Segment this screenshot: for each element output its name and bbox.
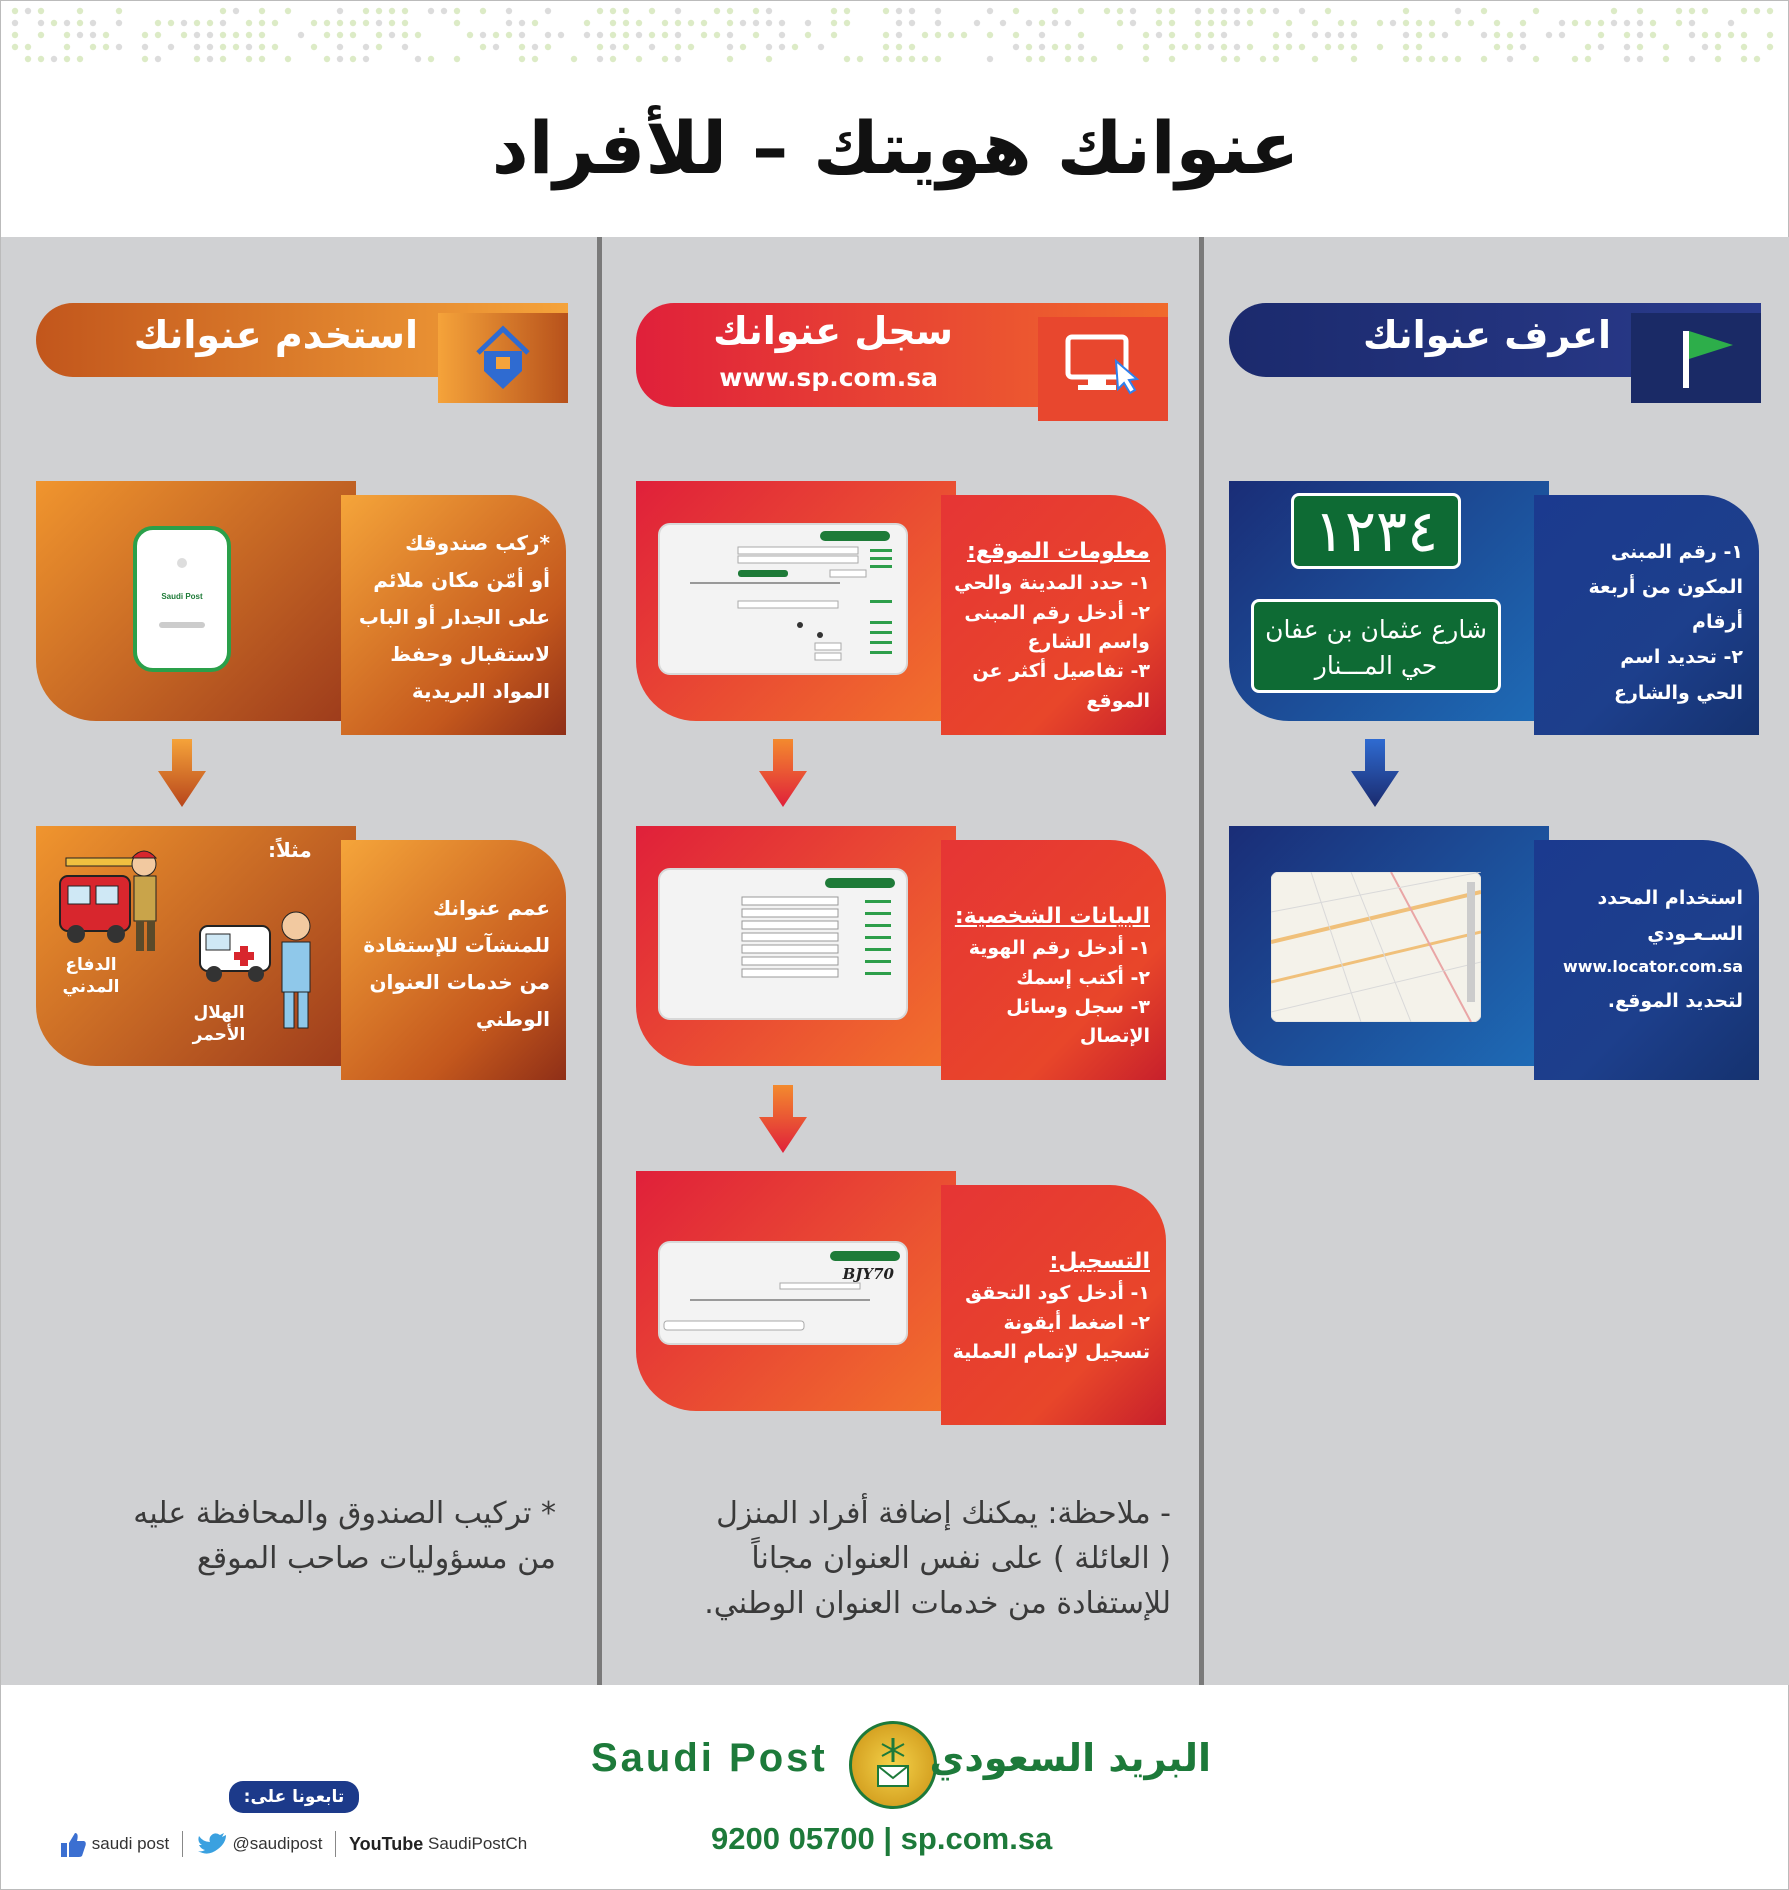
text-line: المكون من أربعة <box>1588 576 1743 599</box>
mailbox-label: Saudi Post <box>161 592 203 601</box>
street-sign-district: حي المـــنار <box>1314 651 1438 680</box>
down-arrow-icon <box>759 739 807 807</box>
civil-defense-label: الدفاع المدني <box>62 955 120 998</box>
card-heading: معلومات الموقع: <box>966 539 1150 564</box>
text-line: أرقام <box>1692 611 1743 634</box>
tab-use-address <box>36 303 568 377</box>
text-line: ١- رقم المبنى <box>1610 541 1743 563</box>
column-divider <box>1199 237 1204 1685</box>
card-text <box>350 890 550 1038</box>
form-screenshot <box>658 523 908 675</box>
youtube-logo-icon[interactable] <box>349 1833 423 1855</box>
mailbox-slot <box>159 622 205 628</box>
card-text <box>1543 535 1743 711</box>
card-back <box>1229 481 1549 721</box>
text-line: ٢- تحديد اسم <box>1620 646 1743 669</box>
card-heading: التسجيل: <box>1049 1249 1150 1274</box>
tab-know-address <box>1229 303 1761 377</box>
text-line: ٣- سجل وسائل الإتصال <box>1006 995 1150 1048</box>
text-line: أو أمّن مكان ملائم <box>373 568 550 592</box>
card-front <box>941 840 1166 1080</box>
text-line: ٢- اضغط أيقونة تسجيل لإتمام العملية <box>952 1311 1150 1363</box>
page-title: عنوانك هويتك – للأفراد <box>491 106 1300 190</box>
note-line: من مسؤوليات صاحب الموقع <box>196 1541 556 1576</box>
tab-label: سجل عنوانك <box>713 309 953 353</box>
card-front <box>341 495 566 735</box>
brand-name-en: Saudi Post <box>591 1736 828 1780</box>
facebook-like-icon[interactable] <box>57 1833 92 1852</box>
text-line: ٢- أكتب إسمك <box>1016 966 1150 989</box>
text-line: على الجدار أو الباب <box>358 605 550 629</box>
down-arrow-icon <box>158 739 206 807</box>
note-line: - ملاحظة: يمكنك إضافة أفراد المنزل <box>716 1496 1171 1531</box>
red-crescent-label: الهلال الأحمر <box>192 1003 246 1046</box>
tab-register-address <box>636 303 1168 407</box>
tab-label: استخدم عنوانك <box>133 313 418 357</box>
youtube-logo-text: YouTube <box>348 1833 424 1854</box>
note-line: * تركيب الصندوق والمحافظة عليه <box>133 1496 556 1531</box>
form-screenshot <box>658 868 908 1020</box>
text-line: استخدام المحدد <box>1597 887 1743 909</box>
card-front <box>1534 840 1759 1080</box>
text-line: الوطني <box>475 1007 550 1031</box>
register-card-personal-info <box>636 826 1166 1066</box>
tab-icon-box <box>1631 313 1761 403</box>
captcha-image: BJY70 <box>842 1265 894 1283</box>
card-text <box>950 535 1150 716</box>
card-text <box>950 900 1150 1052</box>
know-card-building-number <box>1229 481 1759 721</box>
mailbox-illustration <box>133 526 231 672</box>
card-heading: البيانات الشخصية: <box>954 904 1150 929</box>
use-card-mailbox <box>36 481 566 721</box>
separator <box>182 1831 183 1857</box>
card-front <box>341 840 566 1080</box>
card-text <box>350 525 550 710</box>
saudi-post-brand <box>591 1721 1211 1811</box>
flag-icon <box>1631 313 1761 403</box>
text-line: لاستقبال وحفظ <box>390 642 550 666</box>
tab-icon-box <box>438 313 568 403</box>
example-label: مثلاً: <box>268 838 312 862</box>
card-back <box>36 481 356 721</box>
card-back <box>36 826 356 1066</box>
text-line: السـعـودي <box>1647 923 1743 946</box>
twitter-bird-icon[interactable] <box>196 1833 233 1852</box>
youtube-handle[interactable]: SaudiPostCh <box>428 1834 528 1853</box>
card-front <box>1534 495 1759 735</box>
card-text <box>1543 880 1743 1019</box>
note-line: ( العائلة ) على نفس العنوان مجاناً <box>751 1541 1171 1576</box>
register-card-submit <box>636 1171 1166 1411</box>
form-screenshot <box>658 1241 908 1345</box>
map-screenshot <box>1271 872 1481 1022</box>
computer-click-icon <box>1038 317 1168 407</box>
register-note <box>621 1491 1171 1626</box>
note-line: للإستفادة من خدمات العنوان الوطني. <box>704 1586 1171 1621</box>
saudi-post-logo-icon <box>849 1721 937 1809</box>
twitter-handle[interactable]: @saudipost <box>232 1834 323 1853</box>
dotted-header-pattern <box>1 1 1789 71</box>
register-card-location-info <box>636 481 1166 721</box>
mailbox-lock <box>177 558 187 568</box>
locator-url: www.locator.com.sa <box>1562 957 1743 977</box>
text-line: ١- أدخل رقم الهوية <box>968 937 1150 960</box>
card-back <box>636 1171 956 1411</box>
text-line: من خدمات العنوان <box>369 970 550 994</box>
tab-website: www.sp.com.sa <box>719 363 938 392</box>
use-card-share <box>36 826 566 1066</box>
text-line: ١- حدد المدينة والحي <box>954 572 1150 595</box>
text-line: عمم عنوانك <box>432 896 550 920</box>
text-line: ١- أدخل كود التحقق <box>965 1282 1150 1305</box>
know-card-locator <box>1229 826 1759 1066</box>
street-sign-street: شارع عثمان بن عفان <box>1265 615 1487 644</box>
tab-label: اعرف عنوانك <box>1363 313 1611 357</box>
brand-name-ar: البريد السعودي <box>929 1736 1211 1780</box>
tab-icon-box <box>1038 317 1168 421</box>
card-back <box>636 826 956 1066</box>
text-line: ٣- تفاصيل أكثر عن الموقع <box>972 660 1150 712</box>
use-note <box>31 1491 556 1581</box>
text-line: المواد البريدية <box>411 679 550 703</box>
building-number-sign: ١٢٣٤ <box>1291 493 1461 569</box>
text-line: *ركب صندوقك <box>405 531 550 555</box>
down-arrow-icon <box>1351 739 1399 807</box>
column-divider <box>597 237 602 1685</box>
text-line: لتحديد الموقع. <box>1607 989 1743 1012</box>
card-back <box>1229 826 1549 1066</box>
text-line: ٢- أدخل رقم المبنى واسم الشارع <box>964 601 1150 653</box>
text-line: الحي والشارع <box>1613 681 1743 704</box>
down-arrow-icon <box>759 1085 807 1153</box>
card-back <box>636 481 956 721</box>
home-pin-icon <box>438 313 568 403</box>
follow-us-badge: تابعونا على: <box>229 1781 359 1813</box>
contact-info: 9200 05700 | sp.com.sa <box>711 1821 1053 1856</box>
facebook-handle[interactable]: saudi post <box>91 1834 170 1853</box>
text-line: للمنشآت للإستفادة <box>363 933 550 957</box>
card-text <box>950 1245 1150 1367</box>
card-front <box>941 495 1166 735</box>
social-links <box>57 1829 527 1861</box>
separator <box>335 1831 336 1857</box>
street-name-sign <box>1251 599 1501 693</box>
card-front <box>941 1185 1166 1425</box>
